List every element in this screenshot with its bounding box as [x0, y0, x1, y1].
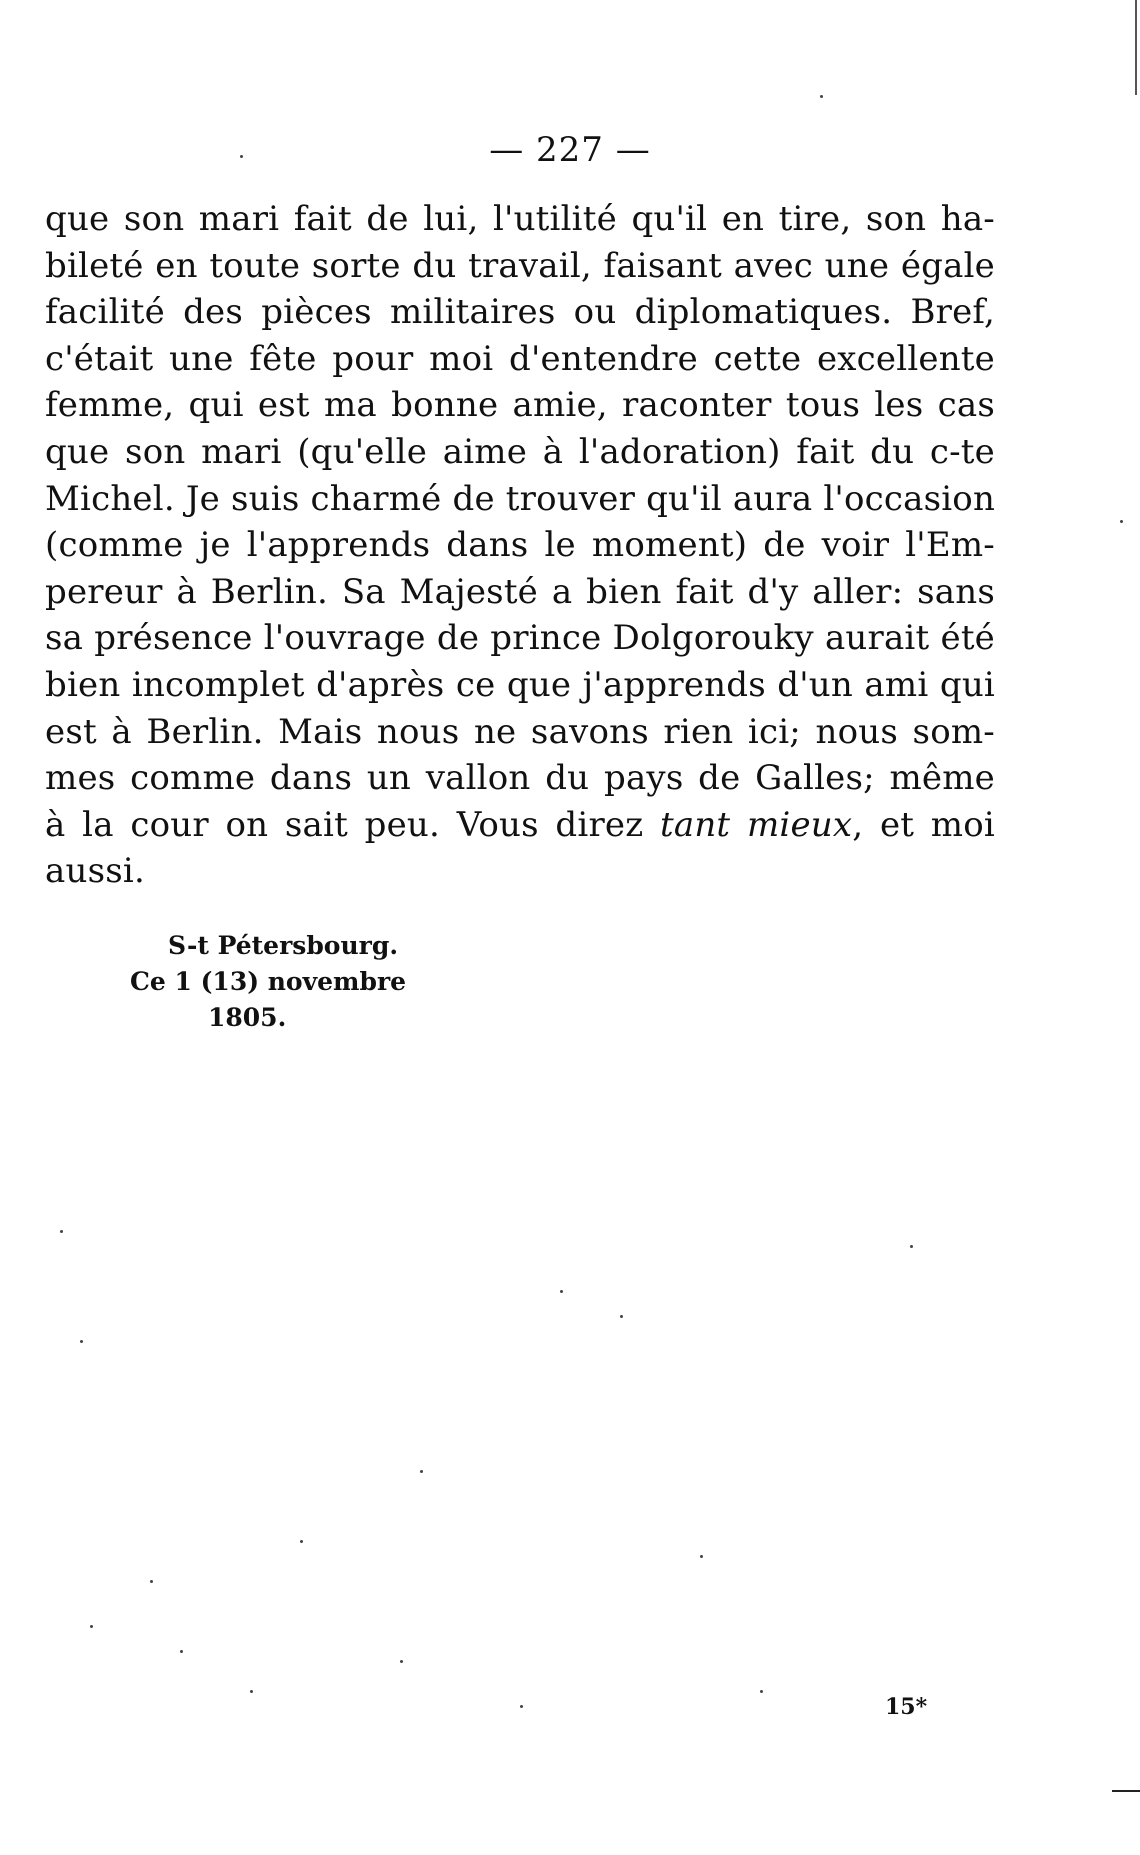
scan-speck	[820, 95, 823, 98]
text-line: femme, qui est ma bonne amie, raconter tous les cas	[45, 385, 995, 426]
text-line: que son mari (qu'elle aime à l'adoration) fait du c-te	[45, 431, 995, 472]
text-line: bien incomplet d'après ce que j'apprends d'un ami qui	[45, 664, 995, 705]
signature-date: Ce 1 (13) novembre	[130, 967, 407, 996]
scan-speck	[80, 1340, 83, 1343]
text-line: pereur à Berlin. Sa Majesté a bien fait d'y aller: sans	[45, 571, 995, 612]
text-line-last: aussi.	[45, 851, 145, 892]
signature-place: S-t Pétersbourg.	[168, 931, 399, 960]
text-segment: , et moi	[852, 804, 995, 845]
signature-mark: 15*	[885, 1694, 928, 1720]
text-line-with-italic	[45, 802, 995, 849]
scan-speck	[60, 1230, 63, 1233]
text-line: facilité des pièces militaires ou diplomatiques. Bref,	[45, 292, 995, 333]
scan-speck	[150, 1580, 153, 1583]
page-number: — 227 —	[489, 130, 651, 170]
scan-speck	[400, 1660, 403, 1663]
scan-speck	[1120, 520, 1123, 523]
text-line: Michel. Je suis charmé de trouver qu'il aura l'occasion	[45, 478, 996, 519]
scan-speck	[90, 1625, 93, 1628]
scan-speck	[700, 1555, 703, 1558]
text-line: est à Berlin. Mais nous ne savons rien ici; nous som-	[45, 711, 995, 752]
text-line: sa présence l'ouvrage de prince Dolgorouky aurait été	[45, 618, 995, 659]
scan-speck	[560, 1290, 563, 1293]
text-line: mes comme dans un vallon du pays de Galles; même	[45, 758, 995, 799]
scan-speck	[240, 155, 243, 158]
scan-speck	[910, 1245, 913, 1248]
italic-phrase: tant mieux	[660, 804, 853, 845]
scan-speck	[180, 1650, 183, 1653]
text-line: que son mari fait de lui, l'utilité qu'il en tire, son ha-	[45, 199, 995, 239]
scan-speck	[760, 1690, 763, 1693]
scan-speck	[620, 1315, 623, 1318]
signature-year: 1805.	[208, 1003, 287, 1032]
body-paragraph	[45, 196, 995, 895]
text-segment: à la cour on sait peu. Vous direz	[45, 804, 660, 845]
scan-speck	[300, 1540, 303, 1543]
scan-speck	[520, 1705, 523, 1708]
text-line: bileté en toute sorte du travail, faisant avec une égale	[45, 245, 995, 286]
scan-speck	[420, 1470, 423, 1473]
scan-corner-mark	[1112, 1790, 1140, 1792]
scan-edge-rule	[1135, 0, 1137, 95]
scan-speck	[250, 1690, 253, 1693]
text-line: c'était une fête pour moi d'entendre cette excellente	[45, 338, 995, 379]
text-line: (comme je l'apprends dans le moment) de voir l'Em-	[45, 525, 995, 566]
